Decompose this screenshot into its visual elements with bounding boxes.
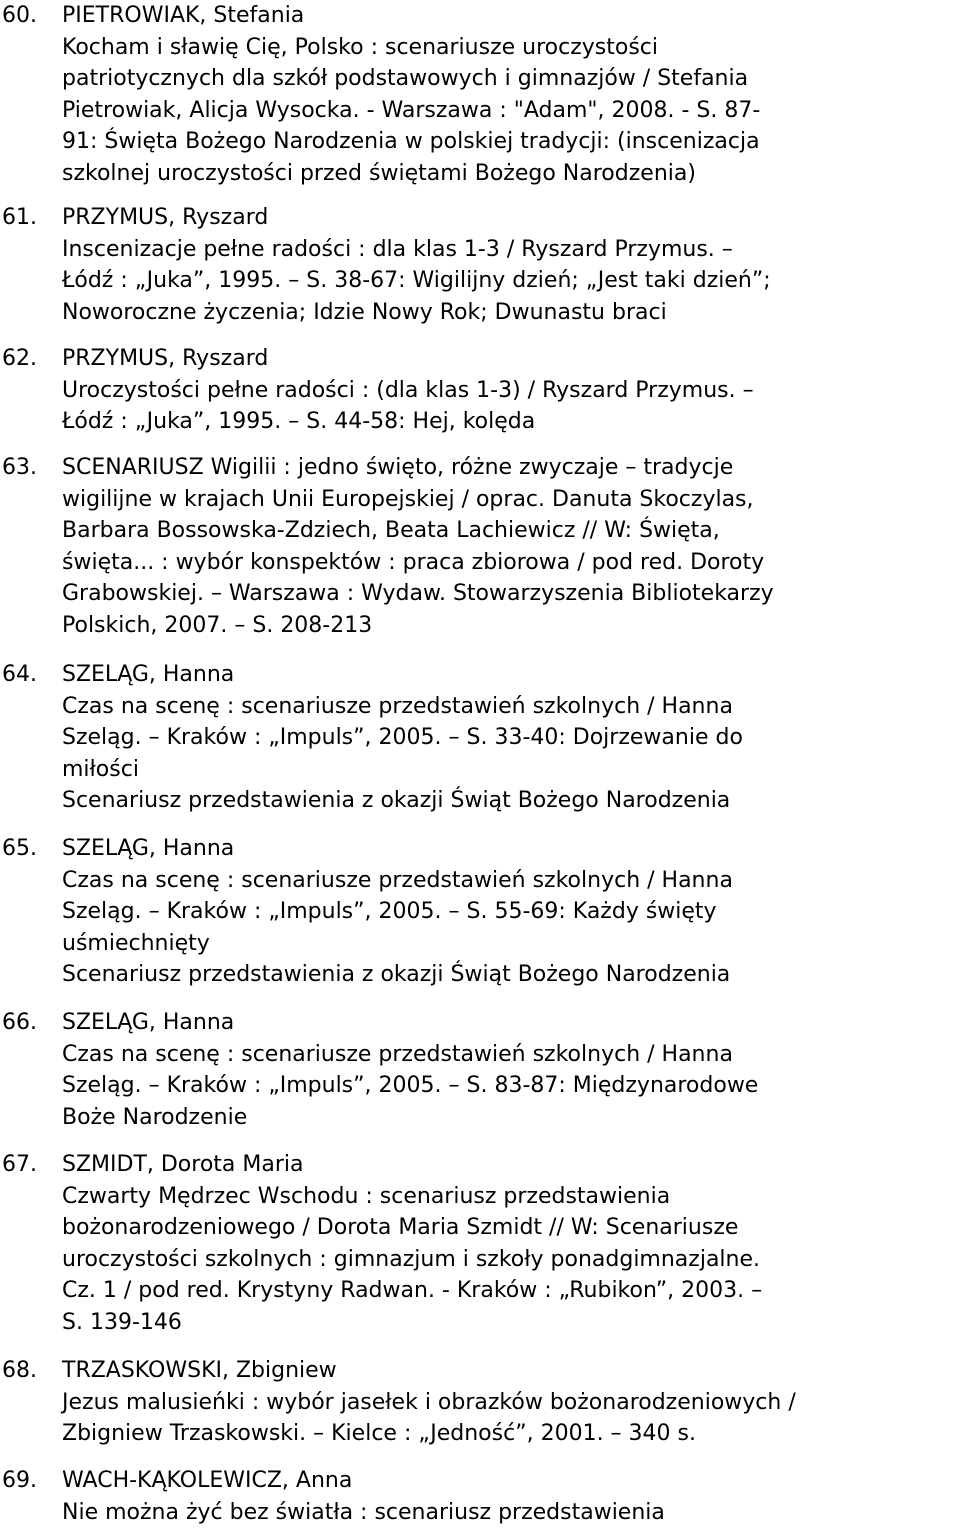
entry-note: Scenariusz przedstawienia z okazji Świąt Bożego Narodzenia bbox=[62, 962, 731, 987]
entry-number: 67. bbox=[2, 1152, 37, 1177]
entry-author: SZELĄG, Hanna bbox=[62, 662, 235, 687]
entry-line: Boże Narodzenie bbox=[62, 1104, 248, 1130]
entry-line: Noworoczne życzenia; Idzie Nowy Rok; Dwunastu braci bbox=[62, 299, 667, 325]
entry-body bbox=[62, 659, 958, 817]
entry-number: 61. bbox=[2, 205, 37, 230]
entry-line: Zbigniew Trzaskowski. – Kielce : „Jedność”, 2001. – 340 s. bbox=[62, 1421, 696, 1446]
entry-author: TRZASKOWSKI, Zbigniew bbox=[62, 1358, 337, 1383]
entry-author: SZELĄG, Hanna bbox=[62, 836, 235, 861]
entry-line: Polskich, 2007. – S. 208-213 bbox=[62, 612, 373, 638]
entry-line: Czas na scenę : scenariusze przedstawień szkolnych / Hanna bbox=[62, 1041, 733, 1067]
entry-line: Jezus malusieńki : wybór jasełek i obrazków bożonarodzeniowych / bbox=[62, 1389, 796, 1415]
entry-line: Barbara Bossowska-Zdziech, Beata Lachiewicz // W: Święta, bbox=[62, 518, 720, 543]
entry-line: święta... : wybór konspektów : praca zbiorowa / pod red. Doroty bbox=[62, 549, 765, 575]
entry-line: Szeląg. – Kraków : „Impuls”, 2005. – S. 55-69: Każdy święty bbox=[62, 899, 717, 924]
entry-line: uśmiechnięty bbox=[62, 930, 210, 956]
entry-author: SCENARIUSZ Wigilii : jedno święto, różne zwyczaje – tradycje bbox=[62, 455, 734, 480]
entry-body bbox=[62, 1465, 958, 1528]
entry-body bbox=[62, 452, 958, 641]
entry-line: Łódź : „Juka”, 1995. – S. 38-67: Wigilijny dzień; „Jest taki dzień”; bbox=[62, 268, 771, 293]
entry-line: Cz. 1 / pod red. Krystyny Radwan. - Kraków : „Rubikon”, 2003. – bbox=[62, 1278, 763, 1303]
entry-line: wigilijne w krajach Unii Europejskiej / oprac. Danuta Skoczylas, bbox=[62, 486, 754, 512]
entry-body bbox=[62, 343, 958, 438]
entry-author: PRZYMUS, Ryszard bbox=[62, 205, 269, 230]
entry-author: PIETROWIAK, Stefania bbox=[62, 3, 305, 28]
entry-line: Czas na scenę : scenariusze przedstawień szkolnych / Hanna bbox=[62, 867, 733, 893]
entry-line: bożonarodzeniowego / Dorota Maria Szmidt // W: Scenariusze bbox=[62, 1215, 739, 1240]
entry-line: Szeląg. – Kraków : „Impuls”, 2005. – S. 83-87: Międzynarodowe bbox=[62, 1073, 759, 1098]
entry-line: Kocham i sławię Cię, Polsko : scenariusze uroczystości bbox=[62, 34, 658, 60]
entry-author: SZMIDT, Dorota Maria bbox=[62, 1152, 304, 1177]
entry-line: Czas na scenę : scenariusze przedstawień szkolnych / Hanna bbox=[62, 693, 733, 719]
entry-author: PRZYMUS, Ryszard bbox=[62, 346, 269, 371]
entry-line: Pietrowiak, Alicja Wysocka. - Warszawa : "Adam", 2008. - S. 87- bbox=[62, 97, 761, 123]
entry-number: 62. bbox=[2, 346, 37, 371]
entry-line: S. 139-146 bbox=[62, 1309, 182, 1335]
entry-line: Łódź : „Juka”, 1995. – S. 44-58: Hej, kolęda bbox=[62, 409, 536, 434]
entry-body bbox=[62, 833, 958, 991]
entry-number: 65. bbox=[2, 836, 37, 861]
entry-author: SZELĄG, Hanna bbox=[62, 1010, 235, 1035]
entry-line: miłości bbox=[62, 756, 139, 782]
entry-author: WACH-KĄKOLEWICZ, Anna bbox=[62, 1468, 353, 1493]
entry-line: patriotycznych dla szkół podstawowych i gimnazjów / Stefania bbox=[62, 66, 749, 91]
entry-note: Scenariusz przedstawienia z okazji Świąt Bożego Narodzenia bbox=[62, 788, 731, 813]
entry-line: Inscenizacje pełne radości : dla klas 1-3 / Ryszard Przymus. – bbox=[62, 236, 733, 262]
entry-number: 64. bbox=[2, 662, 37, 687]
entry-number: 63. bbox=[2, 455, 37, 480]
entry-body bbox=[62, 1007, 958, 1133]
entry-line: Nie można żyć bez światła : scenariusz przedstawienia bbox=[62, 1499, 665, 1525]
entry-line: 91: Święta Bożego Narodzenia w polskiej tradycji: (inscenizacja bbox=[62, 129, 760, 154]
entry-number: 66. bbox=[2, 1010, 37, 1035]
entry-line: Szeląg. – Kraków : „Impuls”, 2005. – S. 33-40: Dojrzewanie do bbox=[62, 725, 743, 750]
entry-line: Grabowskiej. – Warszawa : Wydaw. Stowarzyszenia Bibliotekarzy bbox=[62, 581, 774, 606]
entry-line: Uroczystości pełne radości : (dla klas 1-3) / Ryszard Przymus. – bbox=[62, 377, 754, 403]
entry-body bbox=[62, 1149, 958, 1338]
entry-line: szkolnej uroczystości przed świętami Bożego Narodzenia) bbox=[62, 160, 696, 186]
entry-body bbox=[62, 0, 958, 189]
entry-number: 68. bbox=[2, 1358, 37, 1383]
entry-number: 69. bbox=[2, 1468, 37, 1493]
entry-line: uroczystości szkolnych : gimnazjum i szkoły ponadgimnazjalne. bbox=[62, 1246, 761, 1272]
entry-body bbox=[62, 1355, 958, 1450]
entry-body bbox=[62, 202, 958, 328]
entry-number: 60. bbox=[2, 3, 37, 28]
entry-line: Czwarty Mędrzec Wschodu : scenariusz przedstawienia bbox=[62, 1183, 671, 1209]
